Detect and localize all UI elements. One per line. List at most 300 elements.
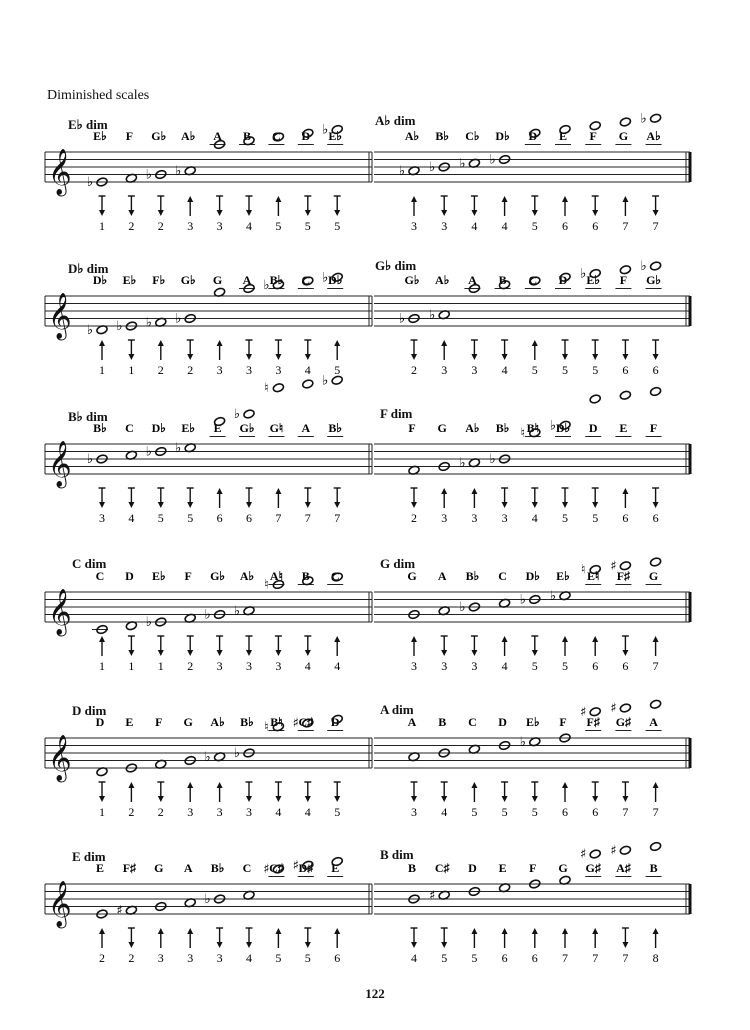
draw-arrow-icon [622,354,628,360]
hole-number: 4 [304,659,311,673]
note-name-label: B♮ [526,421,539,435]
blow-arrow-icon [158,340,164,346]
draw-arrow-icon [653,354,659,360]
note-name-label: G♭ [210,569,226,583]
treble-clef-icon: 𝄞 [48,441,72,487]
blow-arrow-icon [471,488,477,494]
note-name-label: E♭ [525,715,540,729]
draw-arrow-icon [128,210,134,216]
blow-arrow-icon [275,488,281,494]
note-name-label: E [498,861,507,875]
note-name-label: A♭ [465,421,480,435]
accidental-icon: ♭ [86,175,94,190]
draw-arrow-icon [217,210,223,216]
blow-arrow-icon [653,636,659,642]
note-name-label: E♭ [151,569,166,583]
hole-number: 1 [157,659,164,673]
page-number: 122 [365,986,385,1001]
note-name-label: A♭ [435,273,450,287]
hole-number: 5 [562,659,568,673]
draw-arrow-icon [275,354,281,360]
hole-number: 6 [246,511,252,525]
note-name-label: A [437,569,447,583]
hole-number: 2 [411,511,417,525]
hole-number: 3 [187,219,194,233]
note-name-label: F♯ [616,569,631,583]
scale-label-d-dim: D dim [72,703,107,718]
accidental-icon: ♯ [292,716,299,731]
note-name-label: A♭ [181,129,196,143]
note-name-label: F [184,569,192,583]
accidental-icon: ♭ [398,163,406,179]
note-name-label: D♭ [555,421,571,435]
hole-number: 5 [562,511,568,525]
accidental-icon: ♯ [610,558,617,574]
note-name-label: D♯ [298,861,314,875]
hole-number: 6 [334,951,341,965]
draw-arrow-icon [622,650,628,656]
hole-number: 3 [216,659,223,673]
whole-note [649,699,661,709]
blow-arrow-icon [334,340,340,346]
blow-arrow-icon [653,928,659,934]
hole-number: 5 [531,363,538,377]
note-name-label: D [588,421,598,435]
hole-number: 1 [128,659,135,673]
blow-arrow-icon [502,196,508,202]
hole-number: 5 [592,511,599,525]
note-name-label: A [301,421,311,435]
draw-arrow-icon [128,942,134,948]
hole-number: 7 [562,951,568,965]
hole-number: 4 [304,805,311,819]
note-name-label: C [330,569,340,583]
draw-arrow-icon [305,942,311,948]
hole-number: 5 [471,951,478,965]
note-name-label: D [125,569,134,583]
draw-arrow-icon [532,796,538,802]
blow-arrow-icon [187,928,193,934]
hole-number: 2 [128,219,135,233]
draw-arrow-icon [532,650,538,656]
blow-arrow-icon [217,782,223,788]
hole-number: 2 [157,805,164,819]
scale-label-g-flat-dim: G♭ dim [375,258,417,273]
draw-arrow-icon [187,650,193,656]
hole-number: 5 [275,219,282,233]
whole-note [589,849,601,859]
note-name-label: C♯ [434,861,450,875]
note-name-label: B [407,861,417,875]
note-name-label: D [558,273,568,287]
accidental-icon: ♭ [429,160,436,175]
accidental-icon: ♯ [292,858,299,874]
note-name-label: C♯ [298,715,314,729]
hole-number: 5 [187,511,194,525]
accidental-icon: ♮ [520,425,526,441]
note-name-label: B♭ [93,421,107,435]
accidental-icon: ♭ [175,163,182,179]
hole-number: 5 [531,219,538,233]
hole-number: 5 [501,805,508,819]
hole-number: 5 [562,363,568,377]
blow-arrow-icon [275,196,281,202]
accidental-icon: ♭ [549,418,557,434]
draw-arrow-icon [305,502,311,508]
accidental-icon: ♭ [322,122,329,138]
hole-number: 7 [304,511,311,525]
hole-number: 3 [216,219,223,233]
note-name-label: A [183,861,193,875]
note-name-label: E♭ [556,569,570,583]
note-name-label: G [407,569,417,583]
note-name-label: A♭ [646,129,661,143]
accidental-icon: ♯ [263,862,270,877]
draw-arrow-icon [246,354,252,360]
accidental-icon: ♭ [145,615,152,630]
note-name-label: C [95,569,105,583]
note-name-label: A [213,129,222,143]
note-name-label: E [331,861,340,875]
draw-arrow-icon [275,796,281,802]
note-name-label: D [330,715,340,729]
hole-number: 5 [275,951,282,965]
hole-number: 4 [501,363,508,377]
hole-number: 5 [531,659,538,673]
note-name-label: C [272,129,281,143]
note-name-label: E [213,421,222,435]
hole-number: 3 [275,363,282,377]
blow-arrow-icon [99,636,105,642]
treble-clef-icon: 𝄞 [48,149,72,195]
accidental-icon: ♭ [86,322,94,338]
note-name-label: B [438,715,447,729]
hole-number: 3 [187,805,194,819]
hole-number: 7 [592,951,599,965]
draw-arrow-icon [246,796,252,802]
note-name-label: D♭ [92,273,108,287]
note-name-label: B♭ [435,129,450,143]
note-name-label: D♭ [495,129,510,143]
hole-number: 6 [501,951,508,965]
accidental-icon: ♭ [175,440,182,456]
whole-note [649,557,661,567]
draw-arrow-icon [334,502,340,508]
blow-arrow-icon [562,196,568,202]
note-name-label: F [529,861,537,875]
scale-label-f-dim: F dim [380,406,413,421]
whole-note [243,409,255,419]
note-name-label: F [408,421,416,435]
blow-arrow-icon [562,928,568,934]
note-name-label: D [498,715,507,729]
note-name-label: B♭ [495,421,510,435]
hole-number: 4 [531,511,538,525]
note-name-label: F♭ [152,273,166,287]
draw-arrow-icon [305,354,311,360]
note-name-label: G♭ [151,129,167,143]
note-name-label: D [95,715,105,729]
hole-number: 1 [128,363,135,377]
hole-number: 6 [592,659,599,673]
draw-arrow-icon [334,210,340,216]
hole-number: 4 [334,659,341,673]
note-name-label: G♭ [239,421,255,435]
note-name-label: C♯ [269,861,284,875]
accidental-icon: ♭ [204,607,211,623]
note-name-label: B [498,273,507,287]
blow-arrow-icon [411,636,417,642]
hole-number: 7 [334,511,341,525]
draw-arrow-icon [305,650,311,656]
blow-arrow-icon [441,488,447,494]
blow-arrow-icon [441,340,447,346]
hole-number: 3 [246,363,252,377]
draw-arrow-icon [502,502,508,508]
blow-arrow-icon [532,928,538,934]
hole-number: 5 [592,363,599,377]
whole-note [619,117,631,127]
hole-number: 3 [216,363,223,377]
note-name-label: A [468,273,477,287]
note-name-label: G♯ [615,715,632,729]
hole-number: 7 [622,805,629,819]
scale-label-e-dim: E dim [72,849,106,864]
note-name-label: E [95,861,105,875]
hole-number: 3 [216,951,223,965]
scale-label-a-dim: A dim [380,702,414,717]
note-name-label: G [437,421,447,435]
blow-arrow-icon [411,196,417,202]
note-name-label: E♭ [586,273,601,287]
hole-number: 4 [246,951,252,965]
note-name-label: C [242,861,252,875]
note-name-label: F [619,273,628,287]
draw-arrow-icon [532,210,538,216]
hole-number: 2 [128,951,135,965]
note-name-label: E [125,715,134,729]
note-name-label: A [407,715,417,729]
treble-clef-icon: 𝄞 [48,589,72,635]
blow-arrow-icon [562,636,568,642]
draw-arrow-icon [305,210,311,216]
hole-number: 6 [622,363,629,377]
accidental-icon: ♭ [519,592,526,608]
scale-label-e-flat-dim: E♭ dim [68,117,108,132]
blow-arrow-icon [217,340,223,346]
hole-number: 5 [334,219,341,233]
note-name-label: C [498,569,507,583]
blow-arrow-icon [99,928,105,934]
hole-number: 7 [275,511,282,525]
draw-arrow-icon [502,354,508,360]
draw-arrow-icon [441,650,447,656]
note-name-label: C [528,273,538,287]
note-name-label: E♭ [122,273,137,287]
blow-arrow-icon [217,488,223,494]
note-name-label: G [154,861,164,875]
draw-arrow-icon [158,796,164,802]
whole-note [649,113,661,123]
accidental-icon: ♭ [459,600,466,615]
draw-arrow-icon [158,210,164,216]
draw-arrow-icon [562,354,568,360]
note-name-label: G [212,273,223,287]
draw-arrow-icon [532,502,538,508]
note-name-label: F♯ [586,715,600,729]
accidental-icon: ♭ [580,266,587,282]
note-name-label: F [649,421,658,435]
note-name-label: E♮ [587,569,600,583]
note-name-label: B [242,129,252,143]
draw-arrow-icon [592,210,598,216]
draw-arrow-icon [471,210,477,216]
draw-arrow-icon [246,210,252,216]
accidental-icon: ♭ [263,277,270,293]
blow-arrow-icon [502,636,508,642]
hole-number: 6 [622,511,629,525]
accidental-icon: ♯ [610,701,617,716]
draw-arrow-icon [246,942,252,948]
note-name-label: E [558,129,568,143]
hole-number: 3 [246,659,252,673]
accidental-icon: ♭ [489,452,496,467]
draw-arrow-icon [622,796,628,802]
accidental-icon: ♭ [116,319,123,334]
accidental-icon: ♭ [204,749,211,765]
hole-number: 3 [275,659,282,673]
scale-label-a-flat-dim: A♭ dim [375,113,416,128]
accidental-icon: ♯ [429,888,436,904]
blow-arrow-icon [653,782,659,788]
hole-number: 2 [187,659,194,673]
hole-number: 5 [471,805,478,819]
blow-arrow-icon [622,488,628,494]
accidental-icon: ♭ [145,444,152,460]
draw-arrow-icon [502,796,508,802]
hole-number: 4 [128,511,135,525]
accidental-icon: ♭ [459,455,466,471]
draw-arrow-icon [187,354,193,360]
note-name-label: D [528,129,538,143]
accidental-icon: ♭ [489,152,496,168]
note-name-label: E♭ [328,129,343,143]
blow-arrow-icon [158,928,164,934]
accidental-icon: ♭ [459,156,466,172]
note-name-label: B♭ [240,715,254,729]
hole-number: 2 [157,219,164,233]
draw-arrow-icon [99,502,105,508]
draw-arrow-icon [622,942,628,948]
note-name-label: D♭ [525,569,540,583]
note-name-label: G [183,715,193,729]
note-name-label: G♮ [269,421,284,435]
note-name-label: B [649,861,658,875]
note-name-label: B♭ [465,569,480,583]
note-name-label: D♭ [151,421,166,435]
draw-arrow-icon [441,796,447,802]
accidental-icon: ♭ [640,259,647,274]
whole-note [589,394,601,404]
hole-number: 5 [304,951,311,965]
hole-number: 6 [562,805,568,819]
note-name-label: B [301,569,310,583]
blow-arrow-icon [334,928,340,934]
hole-number: 3 [411,219,417,233]
note-name-label: C [301,273,311,287]
note-name-label: B♭ [328,421,343,435]
blow-arrow-icon [187,782,193,788]
hole-number: 3 [471,511,478,525]
draw-arrow-icon [411,796,417,802]
note-name-label: A♯ [616,861,631,875]
hole-number: 3 [187,951,194,965]
whole-note [331,375,343,385]
note-name-label: A♮ [269,569,283,583]
hole-number: 2 [411,363,417,377]
hole-number: 3 [441,659,448,673]
note-name-label: E♭ [181,421,196,435]
hole-number: 3 [441,511,448,525]
blow-arrow-icon [502,928,508,934]
hole-number: 5 [334,363,341,377]
note-name-label: G♯ [585,861,601,875]
draw-arrow-icon [562,502,568,508]
scale-label-b-dim: B dim [380,847,414,862]
scale-label-g-dim: G dim [380,556,416,571]
note-name-label: G [648,569,659,583]
hole-number: 3 [157,951,164,965]
draw-arrow-icon [592,502,598,508]
hole-number: 8 [652,951,659,965]
accidental-icon: ♮ [580,562,586,578]
hole-number: 7 [652,219,659,233]
blow-arrow-icon [592,636,598,642]
hole-number: 7 [652,805,659,819]
hole-number: 7 [652,659,659,673]
draw-arrow-icon [187,502,193,508]
accidental-icon: ♯ [580,704,587,720]
draw-arrow-icon [158,650,164,656]
draw-arrow-icon [441,210,447,216]
accidental-icon: ♭ [145,315,152,331]
whole-note [649,386,661,396]
accidental-icon: ♭ [519,734,526,750]
whole-note [272,383,284,393]
hole-number: 4 [501,219,508,233]
hole-number: 3 [246,805,252,819]
whole-note [619,265,631,275]
blow-arrow-icon [562,782,568,788]
accidental-icon: ♭ [233,603,241,619]
draw-arrow-icon [158,502,164,508]
note-name-label: C [468,715,477,729]
accidental-icon: ♭ [233,746,241,761]
scale-label-d-flat-dim: D♭ dim [68,261,109,276]
draw-arrow-icon [441,942,447,948]
hole-number: 4 [304,363,311,377]
accidental-icon: ♯ [580,847,587,862]
note-name-label: B♭ [210,861,225,875]
note-name-label: G♭ [404,273,420,287]
accidental-icon: ♭ [175,311,182,327]
draw-arrow-icon [471,354,477,360]
accidental-icon: ♭ [86,452,94,467]
whole-note [649,261,661,271]
hole-number: 3 [216,805,223,819]
note-name-label: F [559,715,567,729]
blow-arrow-icon [187,196,193,202]
